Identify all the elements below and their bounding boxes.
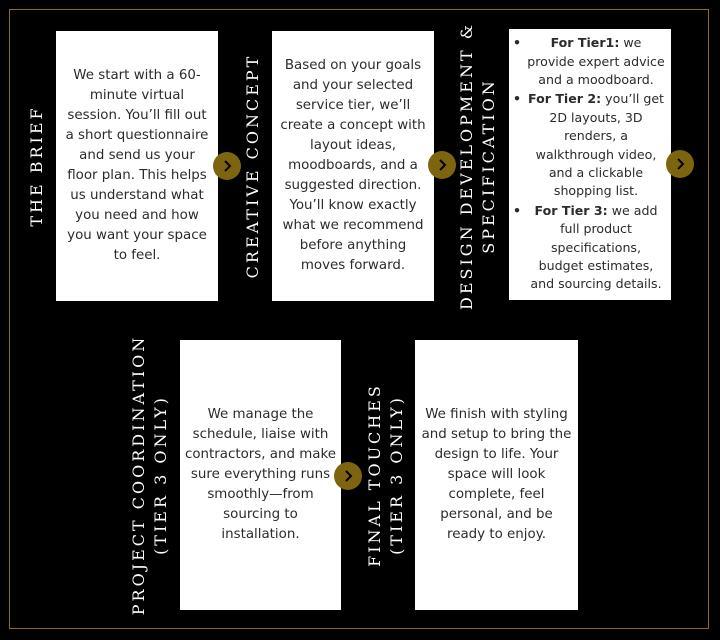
step-title-line: DESIGN DEVELOPMENT & — [457, 22, 476, 310]
step-title-line: PROJECT COORDINATION — [129, 334, 148, 616]
step-text: We finish with styling and setup to bring the design to life. Your space will look complete, feel personal, and be ready to enjoy. — [421, 407, 572, 542]
step-title-line: (TIER 3 ONLY) — [151, 395, 170, 555]
step-card-project-coordination — [180, 340, 341, 610]
tier-list-item: • For Tier 2: you’ll get 2D layouts, 3D renders, a walkthrough video, and a clickable shopping list. — [513, 90, 665, 200]
step-text: We start with a 60-minute virtual session. You’ll fill out a short questionnaire and send us your floor plan. This helps us understand what you need and how you want your space to feel. — [65, 68, 209, 263]
step-title-line: FINAL TOUCHES — [365, 383, 384, 567]
next-arrow-icon — [334, 462, 362, 490]
step-title-creative-concept: CREATIVE CONCEPT — [243, 53, 262, 279]
step-title-final-touches — [364, 383, 408, 567]
step-title-the-brief: THE BRIEF — [27, 105, 46, 227]
step-card-final-touches — [415, 340, 578, 610]
next-arrow-icon — [666, 150, 694, 178]
step-text: We manage the schedule, liaise with contractors, and make sure everything runs smoothly—from sourcing to installation. — [184, 407, 337, 542]
step-title-line: SPECIFICATION — [479, 78, 498, 254]
step-title-design-development — [456, 22, 500, 310]
step-title-project-coordination — [128, 335, 172, 615]
step-card-creative-concept — [272, 31, 434, 301]
step-title-line: (TIER 3 ONLY) — [387, 395, 406, 555]
next-arrow-icon — [428, 151, 456, 179]
tier-list-item: • For Tier1: we provide expert advice and a moodboard. — [513, 34, 665, 89]
step-card-design-development — [509, 29, 671, 300]
tier-list-item: • For Tier 3: we add full product specifications, budget estimates, and sourcing details. — [513, 202, 665, 294]
step-card-the-brief — [56, 31, 218, 301]
step-text: Based on your goals and your selected service tier, we’ll create a concept with layout ideas, moodboards, and a suggested direction. You’ll know exactly what we recommend before anything moves forward. — [280, 58, 426, 273]
next-arrow-icon — [213, 152, 241, 180]
tier-list — [513, 34, 665, 295]
